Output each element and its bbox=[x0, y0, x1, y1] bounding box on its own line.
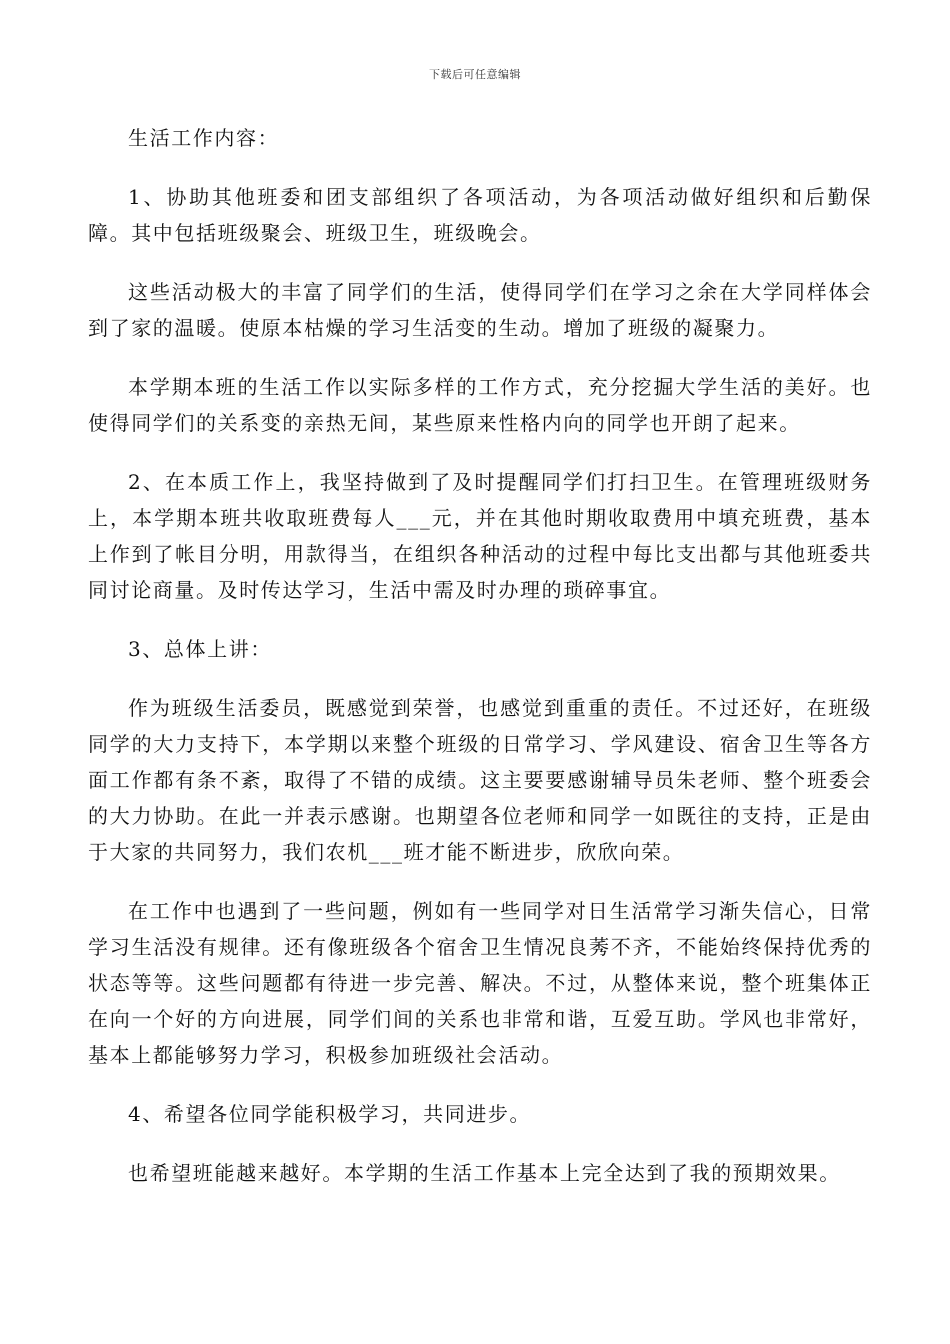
paragraph-problems: 在工作中也遇到了一些问题，例如有一些同学对日生活常学习渐失信心，日常学习生活没有规律。还有像班级各个宿舍卫生情况良莠不齐，不能始终保持优秀的状态等等。这些问题都有待进一步完善、解决。不过，从整体来说，整个班集体正在向一个好的方向进展，同学们间的关系也非常和谐，互爱互助。学风也非常好，基本上都能够努力学习，积极参加班级社会活动。 bbox=[88, 899, 872, 1067]
paragraph-item-4: 4、希望各位同学能积极学习，共同进步。 bbox=[128, 1102, 532, 1126]
paragraph-item-3-heading: 3、总体上讲： bbox=[128, 637, 272, 661]
paragraph-item-1: 1、协助其他班委和团支部组织了各项活动，为各项活动做好组织和后勤保障。其中包括班级聚会、班级卫生，班级晚会。 bbox=[88, 185, 872, 245]
paragraph-closing: 也希望班能越来越好。本学期的生活工作基本上完全达到了我的预期效果。 bbox=[128, 1161, 841, 1185]
paragraph-work-style: 本学期本班的生活工作以实际多样的工作方式，充分挖掘大学生活的美好。也使得同学们的关系变的亲热无间，某些原来性格内向的同学也开朗了起来。 bbox=[88, 375, 872, 435]
document-body bbox=[88, 120, 872, 1214]
paragraph-life-work-heading: 生活工作内容： bbox=[128, 126, 280, 150]
header-note: 下载后可任意编辑 bbox=[429, 68, 521, 81]
paragraph-overall-summary: 作为班级生活委员，既感觉到荣誉，也感觉到重重的责任。不过还好，在班级同学的大力支持下，本学期以来整个班级的日常学习、学风建设、宿舍卫生等各方面工作都有条不紊，取得了不错的成绩。这主要要感谢辅导员朱老师、整个班委会的大力协助。在此一并表示感谢。也期望各位老师和同学一如既往的支持，正是由于大家的共同努力，我们农机___班才能不断进步，欣欣向荣。 bbox=[88, 696, 872, 864]
paragraph-activities-effect: 这些活动极大的丰富了同学们的生活，使得同学们在学习之余在大学同样体会到了家的温暖。使原本枯燥的学习生活变的生动。增加了班级的凝聚力。 bbox=[88, 280, 872, 340]
paragraph-item-2: 2、在本质工作上，我坚持做到了及时提醒同学们打扫卫生。在管理班级财务上，本学期本班共收取班费每人___元，并在其他时期收取费用中填充班费，基本上作到了帐目分明，用款得当，在组织各种活动的过程中每比支出都与其他班委共同讨论商量。及时传达学习，生活中需及时办理的琐碎事宜。 bbox=[88, 470, 872, 602]
